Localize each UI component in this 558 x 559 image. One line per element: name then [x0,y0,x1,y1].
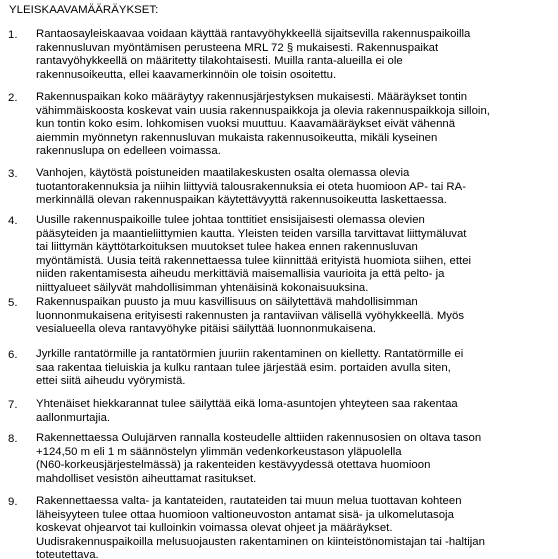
text-line: Vanhojen, käytöstä poistuneiden maatilakeskusten osalta olemassa olevia [36,167,410,179]
text-line: Rakennettaessa Oulujärven rannalla kosteudelle alttiiden rakennusosien on oltava tason [36,432,482,444]
item-number: 9. [8,496,18,508]
text-line: rantavyöhykkeellä on määritetty tilakohtaisesti. Muilla ranta-alueilla ei ole [36,55,403,67]
text-line: rakennusluvan myöntämisen perusteena MRL 72 § mukaisesti. Rakennuspaikat [36,41,439,54]
text-line: merkinnällä olevan rakennuspaikan käytettävyyttä rakennusoikeutta laskettaessa. [36,194,447,206]
text-line: myöntämistä. Uusia teitä rakennettaessa tulee kiinnittää erityistä huomiota siihen, ettei [36,254,472,267]
text-line: kun tontin koko esim. lohkomisen vuoksi muuttuu. Kaavamääräykset eivät vähennä [36,118,456,130]
item-number: 2. [8,92,18,104]
item-text [36,296,556,337]
text-line: aiemmin myönnetyn rakennusluvan mukaista rakennusoikeutta, mikäli kyseinen [36,131,438,144]
item-text [36,495,556,559]
item-number: 6. [8,349,18,361]
item-text [36,91,556,159]
item-number: 4. [8,215,18,227]
text-line: vesialueella oleva rantavyöhyke pitäisi säilyttää luonnonmukaisena. [36,323,377,335]
text-line: +124,50 m eli 1 m säännöstelyn ylimmän vedenkorkeustason yläpuolella [36,445,402,458]
item-number: 8. [8,433,18,445]
text-line: ettei siitä aiheudu vyörymistä. [36,375,186,387]
item-text [36,398,556,425]
document-heading: YLEISKAAVAMÄÄRÄYKSET: [9,4,159,16]
item-text [36,432,556,486]
text-line: tuotantorakennuksia ja niihin liittyviä talousrakennuksia ei oteta huomioon AP- tai RA- [36,180,467,193]
item-text [36,214,556,295]
item-number: 1. [8,29,18,41]
item-number: 7. [8,399,18,411]
text-line: toteutettava. [36,549,99,559]
item-text [36,348,556,389]
text-line: (N60-korkeusjärjestelmässä) ja rakenteiden kestävyydessä otettava huomioon [36,459,431,471]
text-line: Uudisrakennuspaikoilla melusuojausten rakentaminen on kiinteistönomistajan tai -haltijan [36,535,485,548]
text-line: Rantaosayleiskaavaa voidaan käyttää rantavyöhykkeellä sijaitsevilla rakennuspaikoilla [36,28,471,40]
text-line: Yhtenäiset hiekkarannat tulee säilyttää eikä loma-asuntojen yhteyteen saa rakentaa [36,398,458,410]
item-number: 3. [8,168,18,180]
text-line: Rakennettaessa valta- ja kantateiden, rautateiden tai muun melua tuottavan kohteen [36,495,462,507]
item-text [36,28,556,82]
text-line: luonnonmukaisena erityisesti rakennusten ja rantaviivan välisellä vyöhykkeellä. Myös [36,309,465,322]
text-line: saa rakentaa tieluiskia ja kulku rantaan tulee järjestää esim. portaiden avulla siten, [36,361,451,374]
text-line: mahdolliset vesistön aiheuttamat rasitukset. [36,472,257,485]
text-line: koskevat ohjearvot tai kulloinkin voimassa olevat ohjeet ja määräykset. [36,522,393,534]
text-line: Uusille rakennuspaikoille tulee johtaa tonttitiet ensisijaisesti olemassa olevien [36,214,425,226]
text-line: läheisyyteen tulee ottaa huomioon valtioneuvoston antamat sisä- ja ulkomelutasoja [36,508,454,521]
text-line: rakennuslupa on edelleen voimassa. [36,145,221,157]
text-line: Rakennuspaikan koko määräytyy rakennusjärjestyksen mukaisesti. Määräykset tontin [36,91,468,103]
text-line: tai liittymän käyttötarkoituksen muutokset tulee hakea ennen rakennusluvan [36,241,418,253]
text-line: niiden rakentamisesta aiheudu merkittäviä maisemallisia vaurioita ja että pelto- ja [36,268,445,280]
item-text [36,167,556,208]
item-number: 5. [8,297,18,309]
text-line: niittyalueet säilyvät mahdollisimman yhtenäisinä kokonaisuuksina. [36,281,369,294]
text-line: Jyrkille rantatörmille ja rantatörmien juuriin rakentaminen on kielletty. Rantatörmille ei [36,348,464,360]
text-line: aallonmurtajia. [36,411,111,424]
text-line: vähimmäiskoosta koskevat vain uusia rakennuspaikkoja ja olevia rakennuspaikkoja silloin, [36,104,490,117]
text-line: Rakennuspaikan puusto ja muu kasvillisuus on säilytettävä mahdollisimman [36,296,418,308]
text-line: pääsyteiden ja maantieliittymien kautta. Yleisten teiden varsilla tarvittavat liittymäluvat [36,227,467,240]
text-line: rakennusoikeutta, ellei kaavamerkinnöin ole toisin osoitettu. [36,68,337,81]
